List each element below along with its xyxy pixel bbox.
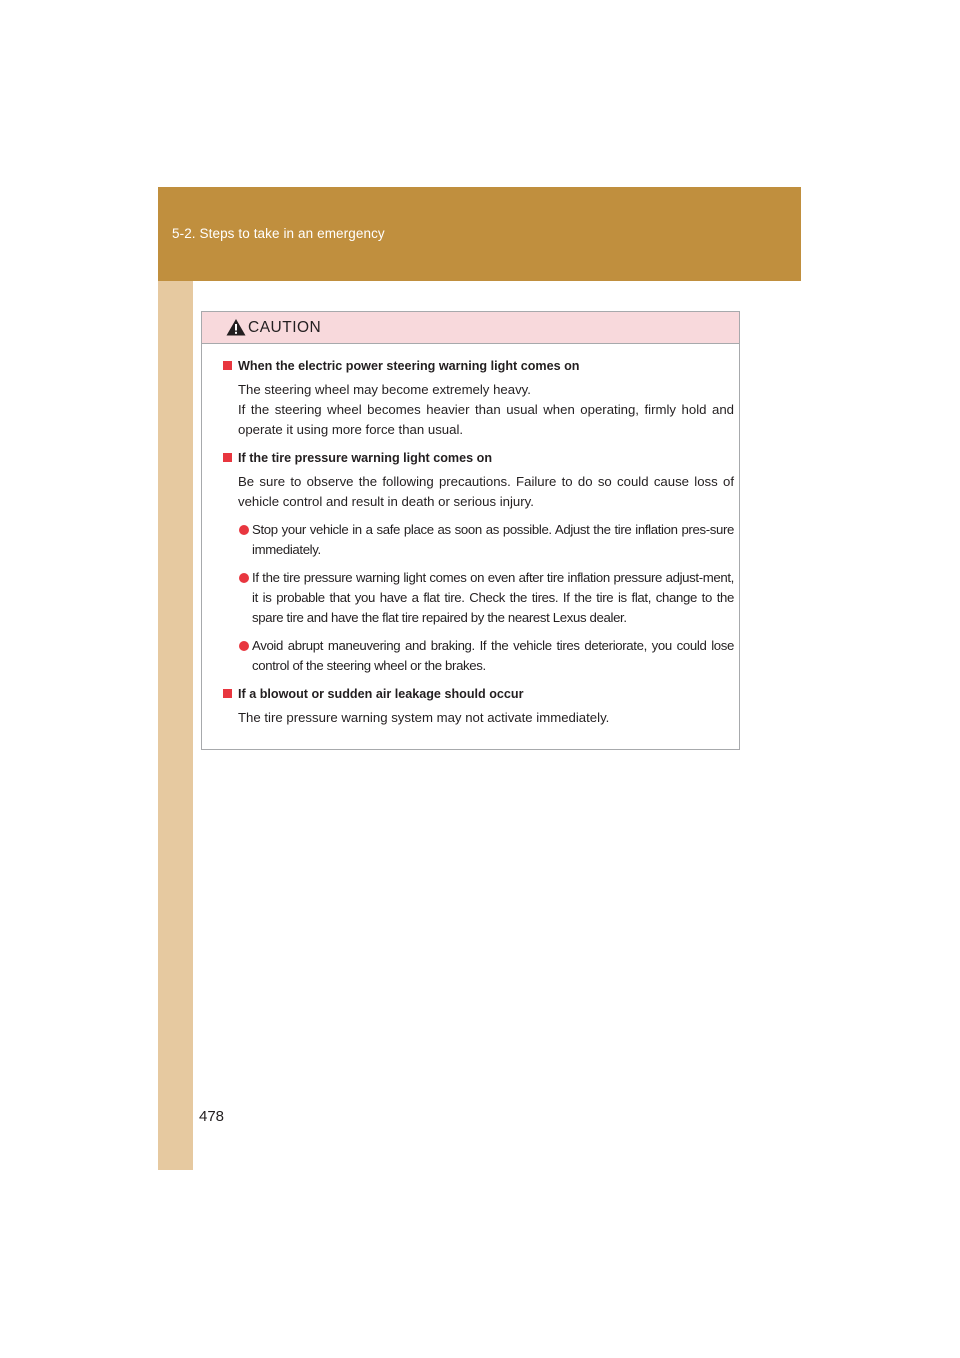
round-bullet-icon xyxy=(239,641,249,651)
chapter-sidebar xyxy=(158,187,193,1170)
paragraph: The tire pressure warning system may not activate immediately. xyxy=(238,710,610,725)
section-heading: If the tire pressure warning light comes on xyxy=(220,448,734,468)
caution-header xyxy=(202,312,739,344)
caution-title: CAUTION xyxy=(248,319,322,336)
square-bullet-icon xyxy=(223,361,232,370)
bullet-item: Avoid abrupt maneuvering and braking. If the vehicle tires deteriorate, you could lose control of the steering wheel or the brakes. xyxy=(252,636,734,676)
round-bullet-icon xyxy=(239,525,249,535)
paragraph: Be sure to observe the following precautions. Failure to do so could cause loss of vehicle control and result in death or serious injury. xyxy=(238,474,734,509)
section-heading: When the electric power steering warning light comes on xyxy=(220,356,734,376)
caution-box xyxy=(201,311,740,750)
round-bullet-icon xyxy=(239,573,249,583)
paragraph: The steering wheel may become extremely heavy. xyxy=(238,382,531,397)
paragraph: If the steering wheel becomes heavier than usual when operating, firmly hold and operate it using more force than usual. xyxy=(238,402,734,437)
bullet-item: If the tire pressure warning light comes on even after tire inflation pressure adjust-ment, it is probable that you have a flat tire. Check the tires. If the tire is flat, change to the spare tire and have the flat tire repaired by the nearest Lexus dealer. xyxy=(252,568,734,628)
bullet-item: Stop your vehicle in a safe place as soon as possible. Adjust the tire inflation pres-sure immediately. xyxy=(252,520,734,560)
square-bullet-icon xyxy=(223,453,232,462)
page-number: 478 xyxy=(199,1108,225,1125)
section-heading: If a blowout or sudden air leakage should occur xyxy=(220,684,734,704)
warning-triangle-icon xyxy=(226,318,246,336)
section-title: 5-2. Steps to take in an emergency xyxy=(172,226,385,241)
square-bullet-icon xyxy=(223,689,232,698)
caution-body xyxy=(202,344,739,728)
